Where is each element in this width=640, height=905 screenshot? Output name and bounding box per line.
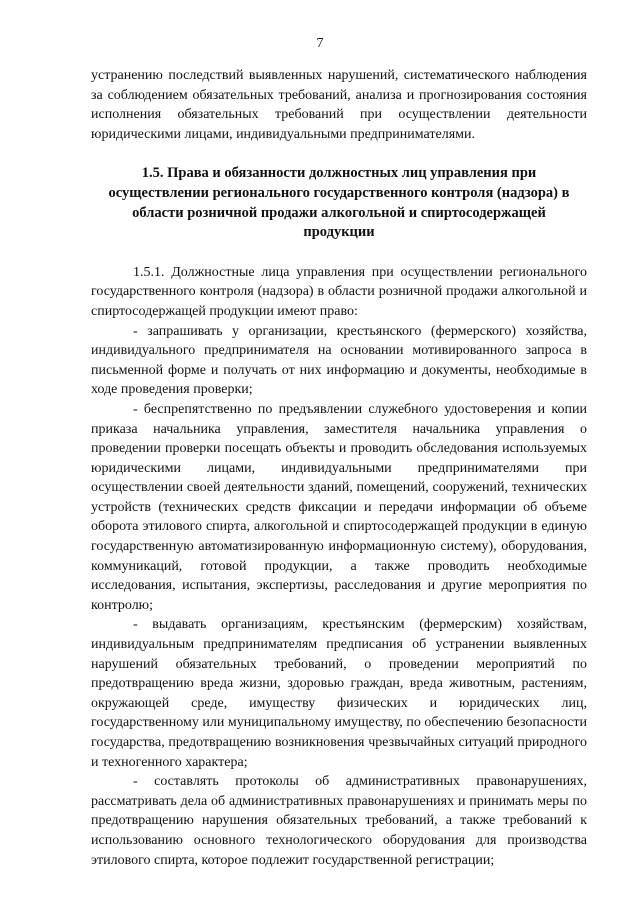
section-heading <box>91 164 587 242</box>
clause-1-5-1: 1.5.1. Должностные лица управления при осуществлении регионального государственного контроля (надзора) в области розничной продажи алкогольной и спиртосодержащей продукции имеют право: <box>91 264 587 319</box>
intro-paragraph: устранению последствий выявленных нарушений, систематического наблюдения за соблюдением обязательных требований, анализа и прогнозирования состояния исполнения обязательных требований при осуществлении деятельности юридическими лицами, индивидуальными предпринимателями. <box>91 68 587 142</box>
right-draw-protocols: - составлять протоколы об административных правонарушениях, рассматривать дела об административных правонарушениях и принимать меры по предотвращению нарушения обязательных требований, а также требований к использованию основного технологического оборудования для производства этилового спирта, которое подлежит государственной регистрации; <box>91 774 587 868</box>
section-heading-line: продукции <box>303 224 375 241</box>
page-number: 7 <box>316 36 324 51</box>
section-heading-line: области розничной продажи алкогольной и спиртосодержащей <box>132 204 546 221</box>
document-body <box>91 66 587 870</box>
right-visit-objects: - беспрепятственно по предъявлении служебного удостоверения и копии приказа начальника управления, заместителя начальника управления о проведении проверки посещать объекты и проводить обследования используемых юридическими лицами, индивидуальными предпринимателями при осуществлении своей деятельности зданий, помещений, сооружений, технических устройств (технических средств фиксации и передачи информации об объеме оборота этилового спирта, алкогольной и спиртосодержащей продукции в единую государственную автоматизированную информационную систему), оборудования, коммуникаций, готовой продукции, а также проводить необходимые исследования, испытания, экспертизы, расследования и другие мероприятия по контролю; <box>91 401 587 613</box>
section-heading-line: 1.5. Права и обязанности должностных лиц управления при <box>141 165 537 182</box>
right-issue-orders: - выдавать организациям, крестьянским (фермерским) хозяйствам, индивидуальным предпринимателям предписания об устранении выявленных нарушений обязательных требований, о проведении мероприятий по предотвращению вреда жизни, здоровью граждан, вреда животным, растениям, окружающей среде, имуществу физических и юридических лиц, государственному или муниципальному имуществу, по обеспечению безопасности государства, предотвращению возникновения чрезвычайных ситуаций природного и техногенного характера; <box>91 617 587 770</box>
right-request-info: - запрашивать у организации, крестьянского (фермерского) хозяйства, индивидуального предпринимателя на основании мотивированного запроса в письменной форме и получать от них информацию и документы, необходимые в ходе проведения проверки; <box>91 323 587 398</box>
section-heading-line: осуществлении регионального государственного контроля (надзора) в <box>108 184 570 201</box>
